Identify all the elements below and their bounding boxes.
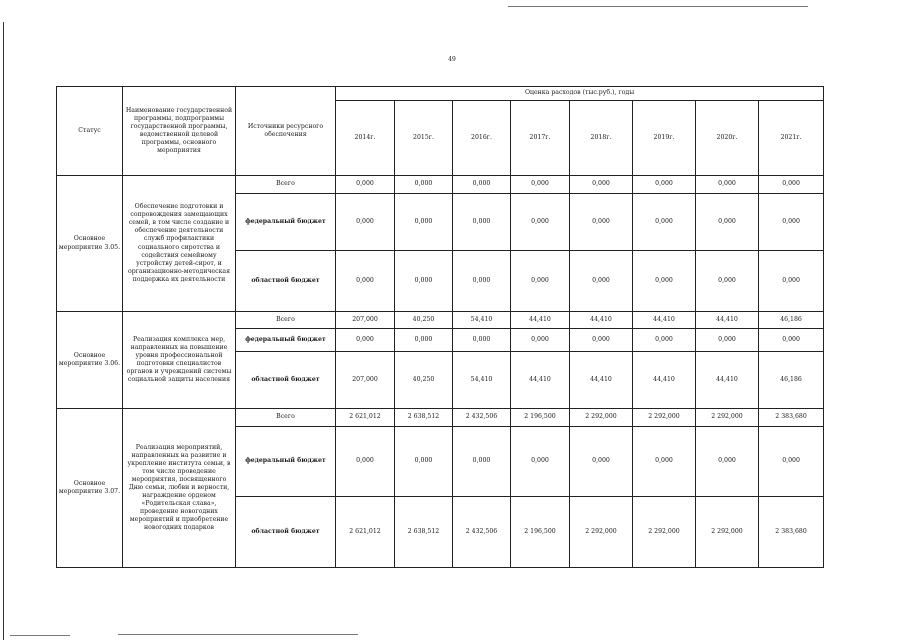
value-cell: 0,000 — [336, 329, 395, 352]
source-cell: областной бюджет — [236, 251, 336, 312]
value-cell: 0,000 — [453, 251, 511, 312]
name-cell: Обеспечение подготовки и сопровождения замещающих семей, в том числе создание и обеспечение деятельности служб профилактики социального сиротства и содействия семейному устройству детей-сирот, и организационно-методическая поддержка их деятельности — [123, 176, 236, 312]
name-cell: Реализация мероприятий, направленных на развитие и укрепление института семьи, в том числе проведение мероприятия, посвященного Дню семьи, любви и верности, награждение орденом «Родительская слава», проведение новогодних мероприятий и приобретение новогодних подарков — [123, 409, 236, 568]
source-cell: областной бюджет — [236, 352, 336, 409]
status-cell: Основное мероприятие 3.06. — [57, 312, 123, 409]
value-cell: 0,000 — [633, 329, 696, 352]
value-cell: 0,000 — [453, 329, 511, 352]
header-year: 2014г. — [336, 101, 395, 176]
value-cell: 44,410 — [633, 312, 696, 329]
source-cell: Всего — [236, 312, 336, 329]
value-cell: 54,410 — [453, 352, 511, 409]
source-cell: федеральный бюджет — [236, 427, 336, 497]
budget-table — [56, 86, 824, 568]
value-cell: 40,250 — [395, 352, 453, 409]
scan-top-line — [508, 6, 808, 7]
value-cell: 0,000 — [759, 427, 824, 497]
value-cell: 0,000 — [633, 427, 696, 497]
value-cell: 0,000 — [759, 176, 824, 194]
value-cell: 0,000 — [696, 176, 759, 194]
table-row — [57, 176, 824, 194]
value-cell: 0,000 — [511, 427, 570, 497]
value-cell: 2 432,506 — [453, 409, 511, 427]
scan-left-edge — [3, 22, 4, 640]
value-cell: 2 432,506 — [453, 497, 511, 568]
name-cell: Реализация комплекса мер, направленных на повышение уровня профессиональной подготовки специалистов органов и учреждений системы социальной защиты населения — [123, 312, 236, 409]
value-cell: 2 292,000 — [633, 497, 696, 568]
header-row-1 — [57, 87, 824, 101]
value-cell: 0,000 — [570, 176, 633, 194]
value-cell: 2 621,012 — [336, 409, 395, 427]
value-cell: 0,000 — [511, 176, 570, 194]
source-cell: федеральный бюджет — [236, 194, 336, 251]
value-cell: 2 196,500 — [511, 409, 570, 427]
value-cell: 0,000 — [511, 194, 570, 251]
value-cell: 0,000 — [336, 427, 395, 497]
value-cell: 0,000 — [633, 194, 696, 251]
value-cell: 0,000 — [696, 194, 759, 251]
value-cell: 2 621,012 — [336, 497, 395, 568]
value-cell: 46,186 — [759, 312, 824, 329]
value-cell: 0,000 — [395, 194, 453, 251]
value-cell: 0,000 — [570, 427, 633, 497]
value-cell: 44,410 — [696, 312, 759, 329]
value-cell: 44,410 — [511, 312, 570, 329]
value-cell: 0,000 — [453, 194, 511, 251]
value-cell: 2 292,000 — [696, 497, 759, 568]
source-cell: Всего — [236, 176, 336, 194]
value-cell: 44,410 — [570, 352, 633, 409]
value-cell: 0,000 — [511, 251, 570, 312]
value-cell: 44,410 — [696, 352, 759, 409]
value-cell: 44,410 — [570, 312, 633, 329]
value-cell: 0,000 — [453, 427, 511, 497]
header-year: 2015г. — [395, 101, 453, 176]
value-cell: 0,000 — [759, 329, 824, 352]
scan-bottom-line — [118, 634, 358, 635]
header-year: 2018г. — [570, 101, 633, 176]
value-cell: 0,000 — [633, 176, 696, 194]
value-cell: 0,000 — [453, 176, 511, 194]
value-cell: 0,000 — [395, 329, 453, 352]
status-cell: Основное мероприятие 3.07. — [57, 409, 123, 568]
value-cell: 0,000 — [696, 251, 759, 312]
header-year: 2016г. — [453, 101, 511, 176]
value-cell: 0,000 — [395, 251, 453, 312]
header-year: 2021г. — [759, 101, 824, 176]
value-cell: 2 292,000 — [570, 409, 633, 427]
header-year: 2017г. — [511, 101, 570, 176]
header-year: 2019г. — [633, 101, 696, 176]
value-cell: 2 383,680 — [759, 497, 824, 568]
source-cell: федеральный бюджет — [236, 329, 336, 352]
source-cell: Всего — [236, 409, 336, 427]
value-cell: 207,000 — [336, 352, 395, 409]
status-cell: Основное мероприятие 3.05. — [57, 176, 123, 312]
value-cell: 0,000 — [395, 176, 453, 194]
value-cell: 0,000 — [696, 329, 759, 352]
value-cell: 2 383,680 — [759, 409, 824, 427]
value-cell: 2 196,500 — [511, 497, 570, 568]
value-cell: 0,000 — [395, 427, 453, 497]
value-cell: 0,000 — [511, 329, 570, 352]
source-cell: областной бюджет — [236, 497, 336, 568]
header-year: 2020г. — [696, 101, 759, 176]
value-cell: 0,000 — [633, 251, 696, 312]
header-sources: Источники ресурсного обеспечения — [236, 87, 336, 176]
value-cell: 0,000 — [336, 194, 395, 251]
table-row — [57, 409, 824, 427]
header-name: Наименование государственной программы, подпрограммы государственной программы, ведомственной целевой программы, основного мероприятия — [123, 87, 236, 176]
value-cell: 0,000 — [336, 251, 395, 312]
value-cell: 44,410 — [633, 352, 696, 409]
value-cell: 0,000 — [759, 251, 824, 312]
scan-bottom-line-left — [10, 635, 70, 636]
value-cell: 0,000 — [759, 194, 824, 251]
value-cell: 46,186 — [759, 352, 824, 409]
value-cell: 2 292,000 — [633, 409, 696, 427]
value-cell: 0,000 — [570, 194, 633, 251]
value-cell: 2 292,000 — [696, 409, 759, 427]
value-cell: 2 638,512 — [395, 409, 453, 427]
value-cell: 2 638,512 — [395, 497, 453, 568]
value-cell: 40,250 — [395, 312, 453, 329]
header-estimate: Оценка расходов (тыс.руб.), годы — [336, 87, 824, 101]
value-cell: 0,000 — [570, 251, 633, 312]
table-row — [57, 312, 824, 329]
value-cell: 54,410 — [453, 312, 511, 329]
value-cell: 0,000 — [696, 427, 759, 497]
value-cell: 44,410 — [511, 352, 570, 409]
value-cell: 207,000 — [336, 312, 395, 329]
page-number: 49 — [448, 56, 456, 63]
value-cell: 0,000 — [336, 176, 395, 194]
header-status: Статус — [57, 87, 123, 176]
value-cell: 2 292,000 — [570, 497, 633, 568]
value-cell: 0,000 — [570, 329, 633, 352]
